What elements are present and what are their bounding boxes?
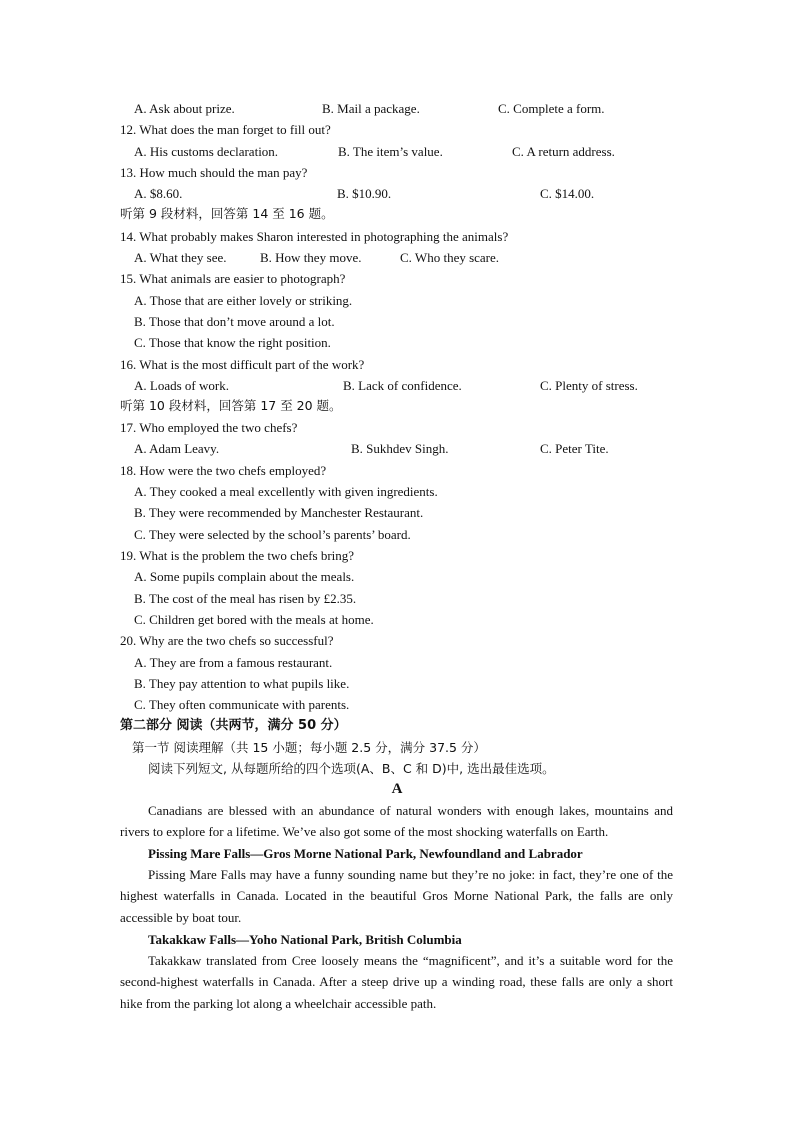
- q12-option-c: C. A return address.: [512, 144, 615, 159]
- q14-option-b: B. How they move.: [260, 250, 362, 265]
- q17-stem: 17. Who employed the two chefs?: [120, 420, 298, 435]
- passage-paragraph-2-text: Takakkaw translated from Cree loosely means the “magnificent”, and it’s a suitable word for the second-highest waterfalls in Canada. After a steep drive up a winding road, these falls are only a short hike from the parking lot along a wheelchair accessible path.: [120, 953, 673, 1011]
- q16-option-c: C. Plenty of stress.: [540, 378, 638, 393]
- part2-title: 第二部分 阅读（共两节，满分 50 分）: [120, 718, 347, 733]
- q16-stem: 16. What is the most difficult part of the work?: [120, 357, 365, 372]
- passage-paragraph-2: [120, 950, 673, 1014]
- section-instruction-10: 听第 10 段材料，回答第 17 至 20 题。: [120, 398, 342, 413]
- q17-option-c: C. Peter Tite.: [540, 441, 609, 456]
- q20-option-c: C. They often communicate with parents.: [134, 697, 350, 712]
- passage-paragraph-1: [120, 864, 673, 928]
- section1-title: 第一节 阅读理解（共 15 小题；每小题 2.5 分，满分 37.5 分）: [132, 740, 486, 755]
- q13-option-b: B. $10.90.: [337, 186, 392, 201]
- passage-intro-text: Canadians are blessed with an abundance of natural wonders with enough lakes, mountains and rivers to explore for a lifetime. We’ve also got some of the most shocking waterfalls on Earth.: [120, 803, 673, 840]
- q11-option-b: B. Mail a package.: [322, 101, 420, 116]
- q13-option-c: C. $14.00.: [540, 186, 595, 201]
- passage-intro: [120, 800, 673, 843]
- q18-option-a: A. They cooked a meal excellently with given ingredients.: [134, 484, 438, 499]
- q14-option-a: A. What they see.: [134, 250, 227, 265]
- q17-option-b: B. Sukhdev Singh.: [351, 441, 449, 456]
- q11-option-a: A. Ask about prize.: [134, 101, 235, 116]
- q12-option-b: B. The item’s value.: [338, 144, 443, 159]
- q13-option-a: A. $8.60.: [134, 186, 183, 201]
- q20-option-a: A. They are from a famous restaurant.: [134, 655, 333, 670]
- q17-option-a: A. Adam Leavy.: [134, 441, 220, 456]
- q19-option-b: B. The cost of the meal has risen by £2.35.: [134, 591, 357, 606]
- q12-option-a: A. His customs declaration.: [134, 144, 279, 159]
- passage-letter: A: [391, 781, 403, 797]
- q15-option-a: A. Those that are either lovely or striking.: [134, 293, 353, 308]
- q15-option-c: C. Those that know the right position.: [134, 335, 331, 350]
- section-instruction-9: 听第 9 段材料，回答第 14 至 16 题。: [120, 206, 334, 221]
- q19-stem: 19. What is the problem the two chefs bring?: [120, 548, 355, 563]
- q15-option-b: B. Those that don’t move around a lot.: [134, 314, 335, 329]
- q16-option-a: A. Loads of work.: [134, 378, 229, 393]
- q19-option-a: A. Some pupils complain about the meals.: [134, 569, 355, 584]
- q16-option-b: B. Lack of confidence.: [343, 378, 462, 393]
- reading-instruction: 阅读下列短文, 从每题所给的四个选项(A、B、C 和 D)中, 选出最佳选项。: [148, 761, 555, 776]
- q19-option-c: C. Children get bored with the meals at home.: [134, 612, 374, 627]
- passage-paragraph-1-text: Pissing Mare Falls may have a funny sounding name but they’re no joke: in fact, they’re one of the highest waterfalls in Canada. Located in the beautiful Gros Morne National Park, the falls are only accessible by boat tour.: [120, 867, 673, 925]
- passage-heading-2: Takakkaw Falls—Yoho National Park, British Columbia: [148, 932, 462, 947]
- q14-stem: 14. What probably makes Sharon interested in photographing the animals?: [120, 229, 509, 244]
- q13-stem: 13. How much should the man pay?: [120, 165, 308, 180]
- q20-option-b: B. They pay attention to what pupils like.: [134, 676, 350, 691]
- q12-stem: 12. What does the man forget to fill out?: [120, 122, 331, 137]
- q18-option-c: C. They were selected by the school’s parents’ board.: [134, 527, 411, 542]
- q15-stem: 15. What animals are easier to photograph?: [120, 271, 346, 286]
- q20-stem: 20. Why are the two chefs so successful?: [120, 633, 334, 648]
- q18-stem: 18. How were the two chefs employed?: [120, 463, 327, 478]
- q18-option-b: B. They were recommended by Manchester Restaurant.: [134, 505, 424, 520]
- passage-heading-1: Pissing Mare Falls—Gros Morne National Park, Newfoundland and Labrador: [148, 846, 583, 861]
- q14-option-c: C. Who they scare.: [400, 250, 500, 265]
- q11-option-c: C. Complete a form.: [498, 101, 605, 116]
